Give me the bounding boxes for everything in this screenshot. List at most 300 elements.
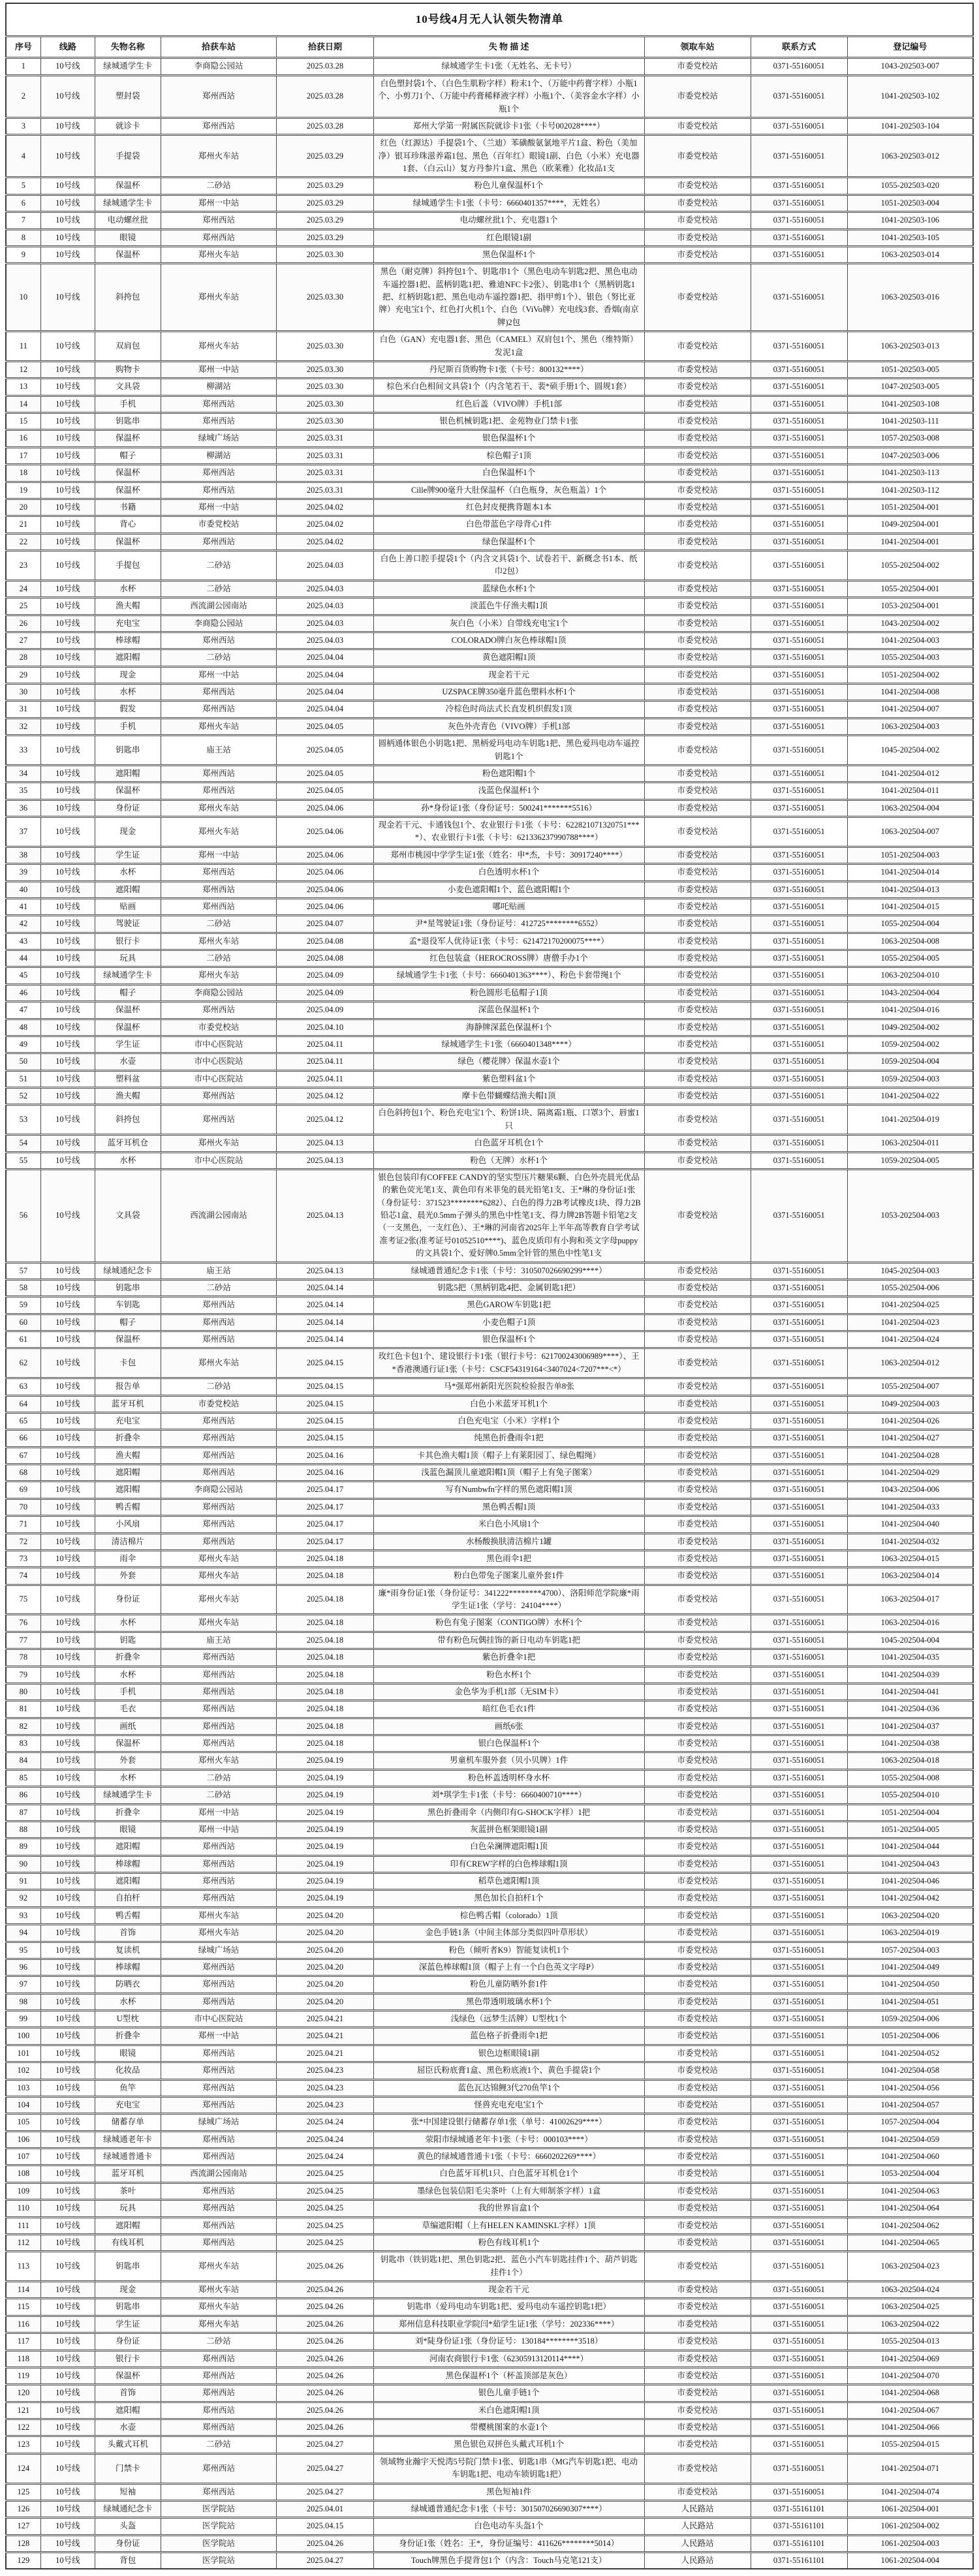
cell-found-station: 郑州西站 <box>161 117 277 134</box>
cell-description: 米白色小风扇1个 <box>373 1516 644 1533</box>
cell-found-station: 郑州西站 <box>161 2149 277 2165</box>
table-row <box>6 2079 973 2096</box>
cell-found-date: 2025.04.07 <box>277 916 373 933</box>
cell-found-date: 2025.03.29 <box>277 135 373 178</box>
cell-found-station: 医学院站 <box>161 2500 277 2517</box>
cell-line: 10号线 <box>40 1169 95 1262</box>
cell-contact-phone: 0371-55160051 <box>751 817 847 847</box>
cell-serial: 37 <box>6 817 40 847</box>
cell-registration-no: 1041-202504-025 <box>847 1297 973 1314</box>
cell-line: 10号线 <box>40 1482 95 1498</box>
table-row <box>6 465 973 482</box>
cell-registration-no: 1053-202504-003 <box>847 1169 973 1262</box>
cell-contact-phone: 0371-55160051 <box>751 2045 847 2062</box>
cell-line: 10号线 <box>40 1447 95 1464</box>
cell-found-date: 2025.03.31 <box>277 447 373 464</box>
cell-claim-station: 市委党校站 <box>644 1378 751 1395</box>
cell-claim-station: 市委党校站 <box>644 1002 751 1019</box>
cell-description: 银白色保温杯1个 <box>373 1735 644 1752</box>
cell-serial: 62 <box>6 1348 40 1378</box>
cell-contact-phone: 0371-55160051 <box>751 413 847 430</box>
cell-item-name: 短袖 <box>95 2483 161 2500</box>
cell-found-station: 郑州西站 <box>161 2402 277 2419</box>
table-row <box>6 1533 973 1550</box>
cell-line: 10号线 <box>40 1839 95 1855</box>
cell-description: 银色保温杯1个 <box>373 1331 644 1348</box>
cell-registration-no: 1041-202504-064 <box>847 2200 973 2217</box>
cell-registration-no: 1041-202504-069 <box>847 2350 973 2367</box>
cell-found-station: 郑州西站 <box>161 1412 277 1429</box>
cell-line: 10号线 <box>40 430 95 447</box>
cell-found-station: 郑州西站 <box>161 2045 277 2062</box>
cell-item-name: 手机 <box>95 396 161 412</box>
cell-found-date: 2025.04.18 <box>277 1649 373 1666</box>
cell-claim-station: 市委党校站 <box>644 1447 751 1464</box>
cell-description: 银色机械钥匙1把、金苑物业门禁卡1张 <box>373 413 644 430</box>
cell-contact-phone: 0371-55160051 <box>751 736 847 766</box>
cell-item-name: 遮阳帽 <box>95 1873 161 1890</box>
cell-claim-station: 市委党校站 <box>644 1019 751 1036</box>
cell-description: 丹尼斯百货购物卡1张（卡号：800132****） <box>373 361 644 378</box>
cell-line: 10号线 <box>40 1855 95 1872</box>
table-row <box>6 1976 973 1993</box>
cell-found-date: 2025.04.02 <box>277 516 373 533</box>
cell-registration-no: 1041-202504-023 <box>847 1314 973 1331</box>
cell-description: 黑色雨伞1把 <box>373 1550 644 1567</box>
cell-found-station: 市中心医院站 <box>161 1070 277 1087</box>
cell-line: 10号线 <box>40 684 95 701</box>
cell-found-date: 2025.04.14 <box>277 1314 373 1331</box>
cell-description: 现金若干元 <box>373 666 644 683</box>
cell-found-station: 郑州西站 <box>161 1976 277 1993</box>
table-row <box>6 1053 973 1070</box>
cell-description: 紫色折叠伞1把 <box>373 1649 644 1666</box>
cell-registration-no: 1051-202504-006 <box>847 2028 973 2045</box>
table-row <box>6 2333 973 2350</box>
cell-claim-station: 市委党校站 <box>644 916 751 933</box>
cell-serial: 17 <box>6 447 40 464</box>
cell-found-date: 2025.04.19 <box>277 1839 373 1855</box>
cell-line: 10号线 <box>40 1993 95 2010</box>
cell-contact-phone: 0371-55160051 <box>751 75 847 117</box>
cell-description: 银色保温杯1个 <box>373 430 644 447</box>
cell-contact-phone: 0371-55160051 <box>751 1925 847 1942</box>
cell-serial: 15 <box>6 413 40 430</box>
cell-serial: 84 <box>6 1752 40 1769</box>
cell-registration-no: 1059-202504-002 <box>847 1036 973 1053</box>
table-row <box>6 649 973 666</box>
title-row <box>6 3 973 37</box>
cell-item-name: 清洁棉片 <box>95 1533 161 1550</box>
table-row <box>6 2096 973 2113</box>
cell-found-station: 西流湖公园南站 <box>161 2165 277 2182</box>
cell-serial: 81 <box>6 1701 40 1718</box>
cell-item-name: 水杯 <box>95 1769 161 1786</box>
cell-serial: 102 <box>6 2062 40 2079</box>
table-row <box>6 2367 973 2384</box>
cell-claim-station: 市委党校站 <box>644 1568 751 1585</box>
table-row <box>6 2385 973 2402</box>
cell-line: 10号线 <box>40 1314 95 1331</box>
cell-item-name: 渔夫帽 <box>95 1447 161 1464</box>
cell-contact-phone: 0371-55160051 <box>751 2385 847 2402</box>
table-row <box>6 2165 973 2182</box>
cell-claim-station: 市委党校站 <box>644 898 751 915</box>
cell-found-date: 2025.03.30 <box>277 379 373 396</box>
cell-registration-no: 1041-202503-105 <box>847 229 973 246</box>
cell-registration-no: 1041-202504-015 <box>847 898 973 915</box>
cell-contact-phone: 0371-55160051 <box>751 1053 847 1070</box>
cell-contact-phone: 0371-55160051 <box>751 1533 847 1550</box>
table-row <box>6 1735 973 1752</box>
table-row <box>6 1516 973 1533</box>
cell-line: 10号线 <box>40 950 95 967</box>
cell-item-name: 折叠伞 <box>95 2028 161 2045</box>
cell-item-name: 驾驶证 <box>95 916 161 933</box>
cell-description: 白色蓝牙耳机仓1个 <box>373 1135 644 1152</box>
cell-claim-station: 市委党校站 <box>644 2062 751 2079</box>
cell-contact-phone: 0371-55160051 <box>751 1804 847 1821</box>
cell-description: 黑色加长自拍杆1个 <box>373 1890 644 1907</box>
cell-item-name: 水杯 <box>95 1615 161 1632</box>
table-row <box>6 2453 973 2483</box>
cell-contact-phone: 0371-55160051 <box>751 1568 847 1585</box>
table-row <box>6 2200 973 2217</box>
cell-serial: 28 <box>6 649 40 666</box>
cell-contact-phone: 0371-55160051 <box>751 765 847 782</box>
cell-found-date: 2025.04.13 <box>277 1152 373 1169</box>
table-row <box>6 75 973 117</box>
table-row <box>6 2553 973 2569</box>
cell-serial: 48 <box>6 1019 40 1036</box>
cell-found-date: 2025.04.09 <box>277 967 373 984</box>
cell-serial: 65 <box>6 1412 40 1429</box>
cell-contact-phone: 0371-55160051 <box>751 783 847 799</box>
cell-description: 粉色儿童防晒外套1件 <box>373 1976 644 1993</box>
cell-serial: 101 <box>6 2045 40 2062</box>
cell-claim-station: 市委党校站 <box>644 718 751 735</box>
cell-serial: 11 <box>6 332 40 362</box>
cell-found-station: 郑州火车站 <box>161 1615 277 1632</box>
cell-line: 10号线 <box>40 465 95 482</box>
cell-description: 黄色的绿城通普通卡1张（卡号：6660202269****） <box>373 2149 644 2165</box>
cell-claim-station: 市委党校站 <box>644 2200 751 2217</box>
cell-description: 草编遮阳帽（上有HELEN KAMINSKL字样）1顶 <box>373 2217 644 2234</box>
cell-found-date: 2025.04.02 <box>277 499 373 516</box>
cell-found-station: 郑州一中站 <box>161 2028 277 2045</box>
cell-found-date: 2025.03.30 <box>277 413 373 430</box>
cell-found-station: 郑州西站 <box>161 212 277 229</box>
cell-serial: 50 <box>6 1053 40 1070</box>
cell-found-station: 郑州西站 <box>161 413 277 430</box>
cell-found-date: 2025.04.21 <box>277 2011 373 2028</box>
cell-claim-station: 市委党校站 <box>644 499 751 516</box>
table-header-row <box>6 37 973 58</box>
cell-found-date: 2025.04.05 <box>277 765 373 782</box>
cell-line: 10号线 <box>40 2350 95 2367</box>
cell-claim-station: 市委党校站 <box>644 846 751 863</box>
table-body <box>6 58 973 2569</box>
cell-claim-station: 市委党校站 <box>644 2114 751 2131</box>
cell-serial: 9 <box>6 246 40 263</box>
cell-description: 粉色（倾听者K9）智能复读机1个 <box>373 1942 644 1959</box>
cell-item-name: 水杯 <box>95 580 161 597</box>
cell-serial: 64 <box>6 1395 40 1412</box>
page-title: 10号线4月无人认领失物清单 <box>6 3 973 37</box>
cell-contact-phone: 0371-55160051 <box>751 246 847 263</box>
cell-item-name: 手机 <box>95 1683 161 1700</box>
cell-claim-station: 市委党校站 <box>644 1169 751 1262</box>
cell-registration-no: 1057-202504-003 <box>847 1942 973 1959</box>
cell-item-name: 贴画 <box>95 898 161 915</box>
cell-serial: 77 <box>6 1632 40 1649</box>
cell-claim-station: 市委党校站 <box>644 1135 751 1152</box>
cell-registration-no: 1063-202503-014 <box>847 246 973 263</box>
cell-serial: 42 <box>6 916 40 933</box>
cell-item-name: 文具袋 <box>95 1169 161 1262</box>
cell-claim-station: 市委党校站 <box>644 1683 751 1700</box>
cell-found-date: 2025.04.24 <box>277 2149 373 2165</box>
cell-line: 10号线 <box>40 2385 95 2402</box>
cell-claim-station: 市委党校站 <box>644 332 751 362</box>
cell-found-station: 绿城广场站 <box>161 2114 277 2131</box>
table-row <box>6 1348 973 1378</box>
cell-claim-station: 人民路站 <box>644 2553 751 2569</box>
cell-found-station: 庙王站 <box>161 1262 277 1279</box>
cell-item-name: 车钥匙 <box>95 1297 161 1314</box>
cell-claim-station: 市委党校站 <box>644 396 751 412</box>
cell-claim-station: 市委党校站 <box>644 58 751 75</box>
cell-serial: 96 <box>6 1959 40 1976</box>
cell-found-station: 二砂站 <box>161 950 277 967</box>
cell-item-name: 小风扇 <box>95 1516 161 1533</box>
cell-contact-phone: 0371-55160051 <box>751 2217 847 2234</box>
table-row <box>6 615 973 632</box>
cell-found-date: 2025.04.23 <box>277 2079 373 2096</box>
cell-found-date: 2025.04.15 <box>277 1378 373 1395</box>
cell-serial: 14 <box>6 396 40 412</box>
cell-description: 粉色水杯1个 <box>373 1666 644 1683</box>
cell-claim-station: 市委党校站 <box>644 598 751 615</box>
cell-item-name: 绿城通老年卡 <box>95 2131 161 2148</box>
cell-found-station: 郑州西站 <box>161 1666 277 1683</box>
cell-registration-no: 1049-202504-001 <box>847 516 973 533</box>
table-row <box>6 1855 973 1872</box>
cell-found-station: 郑州火车站 <box>161 2252 277 2282</box>
cell-item-name: 身份证 <box>95 2333 161 2350</box>
cell-found-date: 2025.03.31 <box>277 430 373 447</box>
cell-description: 银色儿童手链1个 <box>373 2385 644 2402</box>
cell-item-name: 保温杯 <box>95 430 161 447</box>
cell-serial: 110 <box>6 2200 40 2217</box>
cell-found-date: 2025.04.12 <box>277 1088 373 1105</box>
cell-line: 10号线 <box>40 2453 95 2483</box>
cell-contact-phone: 0371-55160051 <box>751 1152 847 1169</box>
cell-contact-phone: 0371-55160051 <box>751 916 847 933</box>
cell-found-date: 2025.04.24 <box>277 2131 373 2148</box>
cell-description: 黑色GAROW车钥匙1把 <box>373 1297 644 1314</box>
cell-found-station: 郑州西站 <box>161 2453 277 2483</box>
cell-found-date: 2025.04.17 <box>277 1516 373 1533</box>
cell-serial: 112 <box>6 2234 40 2251</box>
cell-registration-no: 1053-202504-001 <box>847 598 973 615</box>
cell-description: 白色带蓝色字母背心1件 <box>373 516 644 533</box>
cell-description: 河南农商银行卡1张（62305913120114****） <box>373 2350 644 2367</box>
table-row <box>6 2518 973 2535</box>
table-row <box>6 1718 973 1735</box>
cell-contact-phone: 0371-55160051 <box>751 1735 847 1752</box>
cell-line: 10号线 <box>40 396 95 412</box>
cell-contact-phone: 0371-55160051 <box>751 2182 847 2199</box>
cell-serial: 119 <box>6 2367 40 2384</box>
cell-serial: 12 <box>6 361 40 378</box>
cell-item-name: U型枕 <box>95 2011 161 2028</box>
table-row <box>6 1873 973 1890</box>
column-header-serial: 序号 <box>6 37 40 58</box>
cell-description: 棕色米白色相间文具袋1个（内含笔若干、裴*硕手册1个、圆规1套） <box>373 379 644 396</box>
cell-line: 10号线 <box>40 2114 95 2131</box>
cell-line: 10号线 <box>40 2316 95 2333</box>
cell-item-name: 玩具 <box>95 950 161 967</box>
cell-found-station: 医学院站 <box>161 2535 277 2552</box>
cell-serial: 39 <box>6 864 40 881</box>
cell-description: 白色斜挎包1个、粉色充电宝1个、粉饼1块、隔离霜1瓶、口罩3个、唇蜜1只 <box>373 1105 644 1135</box>
cell-description: 屈臣氏粉底膏1盒、黑色粉底液1个、黄色手提袋1个 <box>373 2062 644 2079</box>
cell-description: 绿城通普通纪念卡1张（卡号：301507026690307****） <box>373 2500 644 2517</box>
cell-found-station: 郑州火车站 <box>161 718 277 735</box>
cell-description: 浅蓝色保温杯1个 <box>373 783 644 799</box>
table-row <box>6 632 973 649</box>
cell-serial: 85 <box>6 1769 40 1786</box>
table-row <box>6 1297 973 1314</box>
cell-item-name: 首饰 <box>95 2385 161 2402</box>
cell-claim-station: 市委党校站 <box>644 1993 751 2010</box>
cell-serial: 79 <box>6 1666 40 1683</box>
cell-line: 10号线 <box>40 580 95 597</box>
cell-registration-no: 1041-202504-014 <box>847 864 973 881</box>
cell-line: 10号线 <box>40 1088 95 1105</box>
cell-registration-no: 1041-202504-068 <box>847 2385 973 2402</box>
cell-item-name: 水杯 <box>95 1152 161 1169</box>
cell-contact-phone: 0371-55160051 <box>751 1959 847 1976</box>
cell-registration-no: 1041-202503-108 <box>847 396 973 412</box>
table-row <box>6 2316 973 2333</box>
cell-found-station: 郑州火车站 <box>161 817 277 847</box>
cell-item-name: 现金 <box>95 817 161 847</box>
cell-claim-station: 市委党校站 <box>644 881 751 898</box>
cell-found-station: 郑州火车站 <box>161 135 277 178</box>
cell-found-date: 2025.04.26 <box>277 2419 373 2436</box>
cell-found-date: 2025.04.18 <box>277 1683 373 1700</box>
cell-claim-station: 市委党校站 <box>644 1314 751 1331</box>
cell-claim-station: 市委党校站 <box>644 1959 751 1976</box>
cell-found-station: 郑州火车站 <box>161 933 277 950</box>
table-row <box>6 1465 973 1482</box>
cell-found-station: 郑州西站 <box>161 2079 277 2096</box>
cell-found-station: 郑州火车站 <box>161 1568 277 1585</box>
cell-claim-station: 市委党校站 <box>644 1297 751 1314</box>
cell-serial: 1 <box>6 58 40 75</box>
table-row <box>6 482 973 499</box>
cell-found-station: 郑州火车站 <box>161 1550 277 1567</box>
cell-registration-no: 1053-202504-004 <box>847 2165 973 2182</box>
cell-found-date: 2025.03.30 <box>277 396 373 412</box>
cell-claim-station: 市委党校站 <box>644 2299 751 2316</box>
cell-description: 墨绿色包装信阳毛尖茶叶（上有大师制茶字样）1盒 <box>373 2182 644 2199</box>
cell-serial: 106 <box>6 2131 40 2148</box>
cell-claim-station: 市委党校站 <box>644 1348 751 1378</box>
table-row <box>6 898 973 915</box>
cell-registration-no: 1041-202504-057 <box>847 2096 973 2113</box>
cell-item-name: 绿城通学生卡 <box>95 58 161 75</box>
cell-contact-phone: 0371-55160051 <box>751 1585 847 1615</box>
cell-registration-no: 1041-202504-029 <box>847 1465 973 1482</box>
cell-contact-phone: 0371-55160051 <box>751 58 847 75</box>
cell-line: 10号线 <box>40 2200 95 2217</box>
table-row <box>6 1890 973 1907</box>
cell-line: 10号线 <box>40 2500 95 2517</box>
cell-found-date: 2025.04.21 <box>277 2028 373 2045</box>
cell-description: 白色朵澜牌遮阳帽1顶 <box>373 1839 644 1855</box>
cell-item-name: 钥匙串 <box>95 2252 161 2282</box>
cell-found-station: 郑州西站 <box>161 2367 277 2384</box>
cell-item-name: 遮阳帽 <box>95 765 161 782</box>
cell-contact-phone: 0371-55160051 <box>751 684 847 701</box>
cell-serial: 76 <box>6 1615 40 1632</box>
cell-line: 10号线 <box>40 379 95 396</box>
cell-registration-no: 1041-202504-024 <box>847 1331 973 1348</box>
cell-found-station: 郑州西站 <box>161 1002 277 1019</box>
cell-line: 10号线 <box>40 1348 95 1378</box>
cell-registration-no: 1041-202504-044 <box>847 1839 973 1855</box>
cell-found-date: 2025.04.18 <box>277 1666 373 1683</box>
cell-description: 男童机车服外套（贝小贝牌）1件 <box>373 1752 644 1769</box>
cell-found-station: 郑州火车站 <box>161 1348 277 1378</box>
cell-item-name: 银行卡 <box>95 933 161 950</box>
cell-found-date: 2025.04.27 <box>277 2483 373 2500</box>
cell-found-date: 2025.04.18 <box>277 1585 373 1615</box>
table-row <box>6 2419 973 2436</box>
cell-claim-station: 市委党校站 <box>644 1262 751 1279</box>
table-row <box>6 916 973 933</box>
cell-registration-no: 1041-202504-051 <box>847 1993 973 2010</box>
cell-registration-no: 1041-202504-042 <box>847 1890 973 1907</box>
cell-found-date: 2025.04.19 <box>277 1804 373 1821</box>
cell-description: 黑色带透明玻璃水杯1个 <box>373 1993 644 2010</box>
cell-found-date: 2025.03.29 <box>277 212 373 229</box>
cell-item-name: 复读机 <box>95 1942 161 1959</box>
cell-description: 粉色杯盖透明杯身水杯 <box>373 1769 644 1786</box>
cell-claim-station: 市委党校站 <box>644 2028 751 2045</box>
cell-contact-phone: 0371-55160051 <box>751 2131 847 2148</box>
cell-item-name: 外套 <box>95 1568 161 1585</box>
cell-found-station: 市委党校站 <box>161 516 277 533</box>
cell-line: 10号线 <box>40 212 95 229</box>
cell-description: 紫色塑料盆1个 <box>373 1070 644 1087</box>
cell-item-name: 保温杯 <box>95 246 161 263</box>
cell-line: 10号线 <box>40 1465 95 1482</box>
cell-registration-no: 1063-202504-004 <box>847 799 973 816</box>
cell-found-date: 2025.03.31 <box>277 465 373 482</box>
cell-description: 冷棕色时尚法式长直发机织假发1顶 <box>373 701 644 718</box>
cell-serial: 51 <box>6 1070 40 1087</box>
cell-found-station: 郑州西站 <box>161 2096 277 2113</box>
cell-serial: 13 <box>6 379 40 396</box>
cell-found-station: 郑州火车站 <box>161 1925 277 1942</box>
cell-found-date: 2025.04.03 <box>277 598 373 615</box>
cell-serial: 69 <box>6 1482 40 1498</box>
cell-found-date: 2025.04.23 <box>277 2096 373 2113</box>
